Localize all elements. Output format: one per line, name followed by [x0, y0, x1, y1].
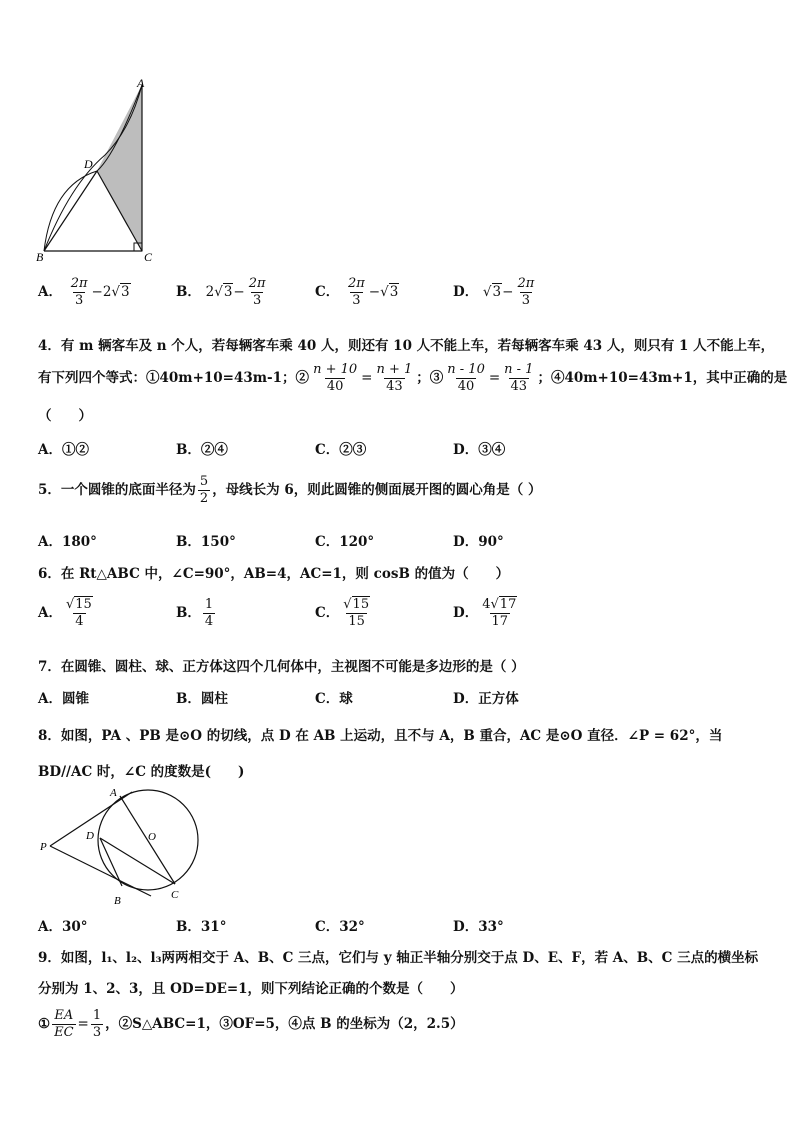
q4-paren: （ ）	[38, 408, 92, 424]
q9-line1: 9．如图，l₁、l₂、l₃两两相交于 A、B、C 三点，它们与 y 轴正半轴分别交于点 D、E、F，若 A、B、C 三点的横坐标	[38, 950, 759, 966]
q4-line2: 有下列四个等式：①40m+10=43m-1；② $\frac{n + 10}{40}$ = $\frac{n + 1}{43}$ ；③ $\frac{n - 10}{40}$ = $\frac{n - 1}{43}$ ；④40m+10=43m+1，其中正确的是	[38, 362, 788, 394]
figure-triangle-arcs	[30, 75, 165, 270]
q5-option-c[interactable]: C．120°	[315, 534, 375, 550]
label-P: P	[40, 841, 47, 853]
q4-option-b[interactable]: B．②④	[176, 442, 228, 458]
q8-option-c[interactable]: C．32°	[315, 919, 365, 935]
label-B: B	[36, 250, 44, 264]
label-C: C	[171, 889, 179, 901]
label-O: O	[148, 831, 156, 843]
q4-option-c[interactable]: C．②③	[315, 442, 367, 458]
q4-option-a[interactable]: A．①②	[38, 442, 89, 458]
segment-DC	[100, 838, 175, 884]
q7-option-d[interactable]: D．正方体	[453, 691, 519, 707]
q7-option-c[interactable]: C．球	[315, 691, 353, 707]
q5-option-d[interactable]: D．90°	[453, 534, 504, 550]
q5-option-a[interactable]: A．180°	[38, 534, 97, 550]
q6-question: 6．在 Rt△ABC 中，∠C=90°，AB=4，AC=1，则 cosB 的值为（ ）	[38, 566, 510, 582]
q5-option-b[interactable]: B．150°	[176, 534, 236, 550]
label-A: A	[110, 787, 117, 799]
q4-option-d[interactable]: D．③④	[453, 442, 506, 458]
label-B: B	[114, 895, 121, 907]
q7-question: 7．在圆锥、圆柱、球、正方体这四个几何体中，主视图不可能是多边形的是（ ）	[38, 659, 525, 675]
segment-BD	[44, 171, 97, 251]
q7-option-b[interactable]: B．圆柱	[176, 691, 228, 707]
q6-option-c[interactable]: C． $\frac{√15}{15}$	[315, 597, 370, 629]
q6-option-b[interactable]: B． $\frac{1}{4}$	[176, 597, 214, 629]
label-C: C	[144, 250, 153, 264]
label-A: A	[137, 76, 145, 90]
q7-option-a[interactable]: A．圆锥	[38, 691, 89, 707]
q3-option-b[interactable]: B． 2√3− $\frac{2\pi}{3}$	[176, 276, 266, 308]
q4-line1: 4．有 m 辆客车及 n 个人，若每辆客车乘 40 人，则还有 10 人不能上车，若每辆客车乘 43 人，则只有 1 人不能上车，	[38, 338, 775, 354]
q8-option-d[interactable]: D．33°	[453, 919, 504, 935]
q8-line2: BD//AC 时，∠C 的度数是( )	[38, 764, 245, 780]
label-D: D	[86, 830, 94, 842]
q3-option-c[interactable]: C． $\frac{2\pi}{3}$ −√3	[315, 276, 399, 308]
shaded-region	[97, 85, 142, 251]
q8-option-b[interactable]: B．31°	[176, 919, 227, 935]
q9-conclusions: ① $\frac{EA}{EC}$ = $\frac{1}{3}$ ，②S△ABC=1，③OF=5，④点 B 的坐标为（2，2.5）	[38, 1008, 464, 1040]
label-D: D	[84, 157, 93, 171]
q8-option-a[interactable]: A．30°	[38, 919, 88, 935]
q5-question: 5．一个圆锥的底面半径为 $\frac{5}{2}$ ，母线长为 6，则此圆锥的侧面展开图的圆心角是（ ）	[38, 474, 542, 506]
q6-option-a[interactable]: A． $\frac{√15}{4}$	[38, 597, 92, 629]
q6-option-d[interactable]: D． $\frac{4√17}{17}$	[453, 597, 517, 629]
figure-circle-tangents	[36, 780, 206, 910]
tangent-PB	[50, 846, 151, 896]
q3-option-a[interactable]: A． $\frac{2\pi}{3}$ −2√3	[38, 276, 130, 308]
q9-line2: 分别为 1、2、3，且 OD=DE=1，则下列结论正确的个数是（ ）	[38, 981, 464, 997]
q3-option-d[interactable]: D． √3− $\frac{2\pi}{3}$	[453, 276, 535, 308]
q8-line1: 8．如图，PA 、PB 是⊙O 的切线，点 D 在 AB 上运动，且不与 A，B 重合，AC 是⊙O 直径．∠P = 62°，当	[38, 728, 723, 744]
